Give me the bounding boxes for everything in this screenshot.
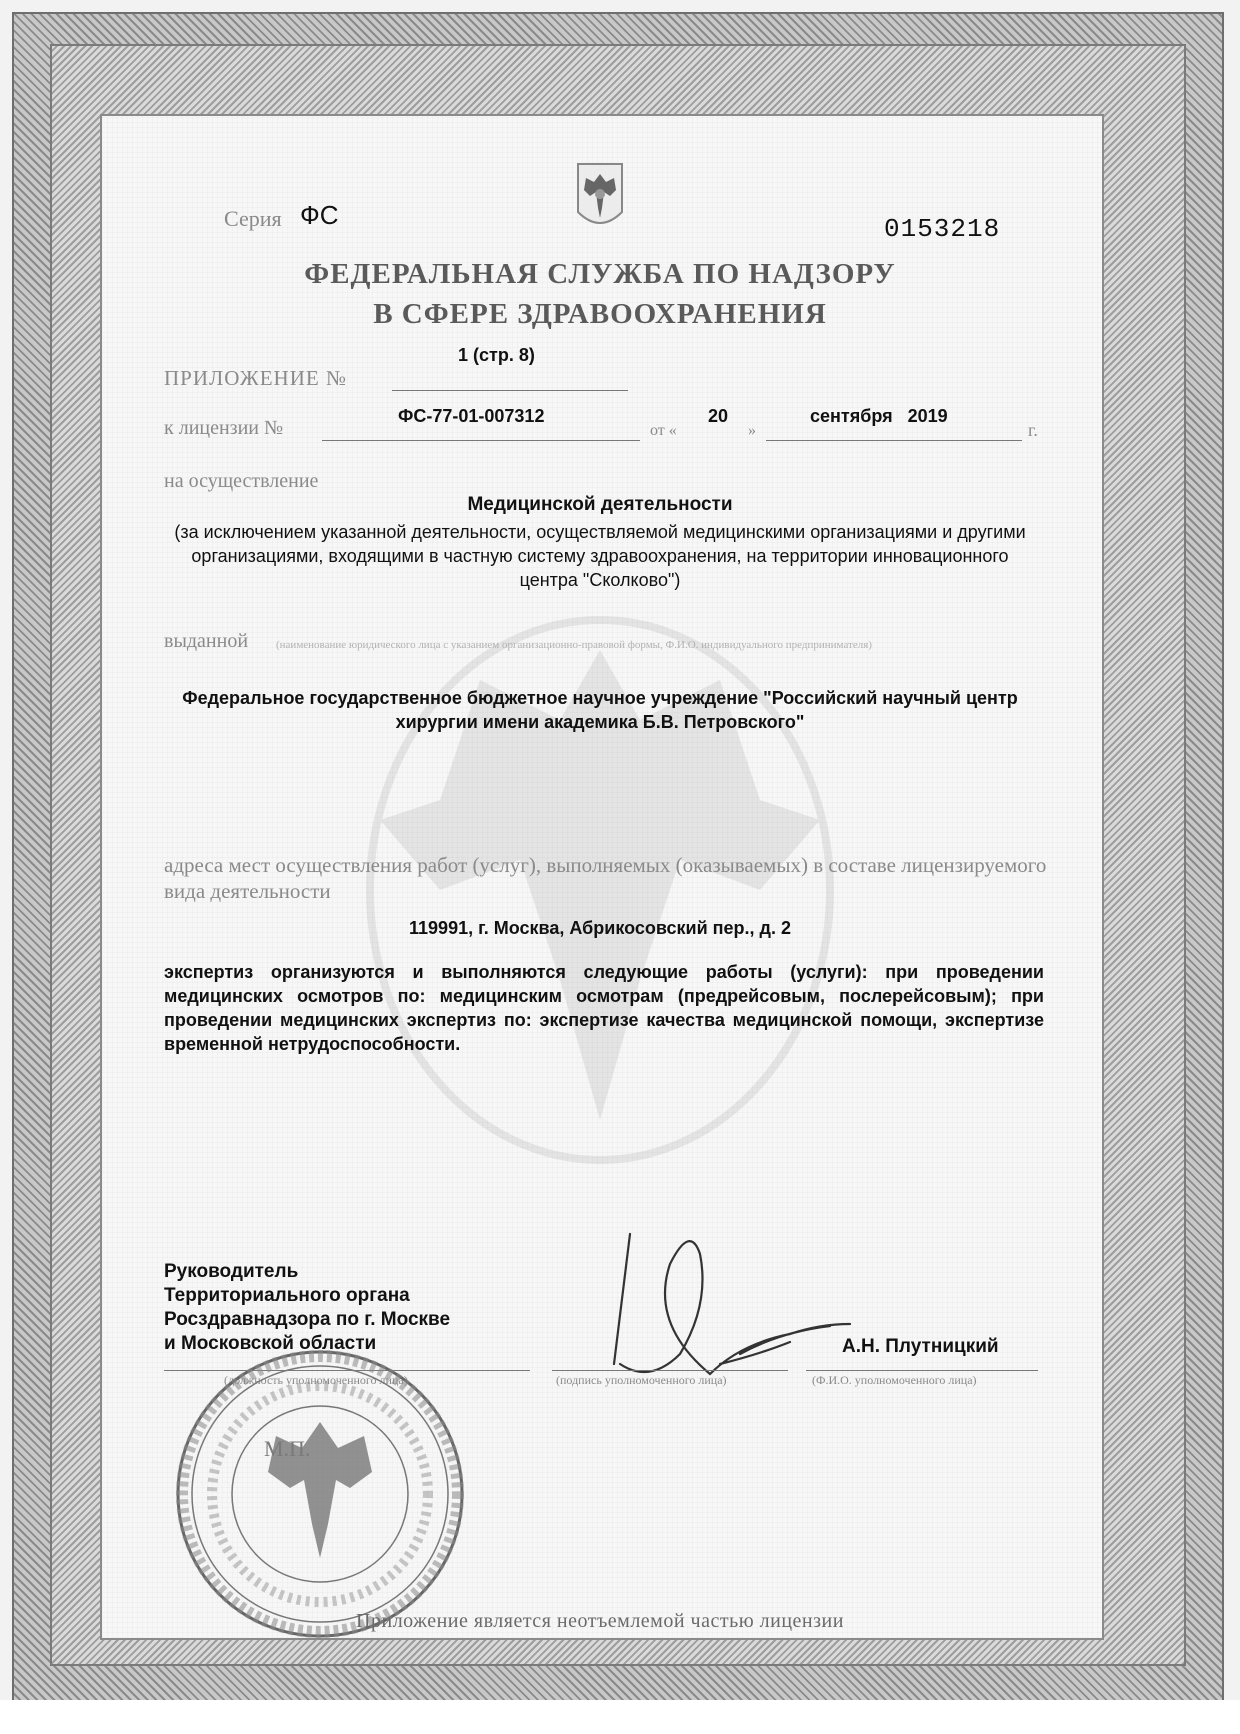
signer-position-line: Территориального органа — [164, 1285, 410, 1306]
activity-label: на осуществление — [164, 470, 319, 492]
works-text: экспертиз организуются и выполняются следующие работы (услуги): при проведении медицинских осмотров по: медицинским осмотрам (предрейсовым, послерейсовым); при проведении медицинских экспертиз по: экспертизе качества медицинской помощи, экспертизе временной нетрудоспособности. — [164, 962, 1044, 1054]
activity-note: (за исключением указанной деятельности, осуществляемой медицинскими организациями и другими организациями, входящими в частную систему здравоохранения, на территории инновационного центра "Сколково") — [174, 522, 1026, 590]
license-day: 20 — [708, 406, 729, 426]
signer-position-line: Руководитель — [164, 1261, 299, 1282]
organization-name: Федеральное государственное бюджетное научное учреждение "Российский научный центр хирургии имени академика Б.В. Петровского" — [182, 688, 1018, 732]
license-underline — [322, 440, 640, 441]
caption-position: (должность уполномоченного лица) — [224, 1373, 408, 1387]
official-seal — [170, 1344, 470, 1644]
activity-name: Медицинской деятельности — [467, 494, 733, 515]
scan-margin — [0, 1700, 1240, 1734]
address-value: 119991, г. Москва, Абрикосовский пер., д. 2 — [409, 918, 791, 938]
coat-of-arms-icon — [574, 160, 626, 236]
authority-title-line1: ФЕДЕРАЛЬНАЯ СЛУЖБА ПО НАДЗОРУ — [304, 258, 896, 290]
signature-underline — [552, 1370, 788, 1371]
series-label: Серия — [224, 206, 282, 231]
year-suffix: г. — [1028, 420, 1038, 440]
license-label: к лицензии № — [164, 417, 284, 439]
caption-signature: (подпись уполномоченного лица) — [556, 1373, 727, 1387]
mp-label: М.П. — [264, 1436, 311, 1461]
signer-position — [164, 1260, 450, 1356]
issued-hint: (наименование юридического лица с указанием организационно-правовой формы, Ф.И.О. индивидуального предпринимателя) — [276, 639, 872, 651]
license-number: ФС-77-01-007312 — [398, 406, 545, 426]
issued-label: выданной — [164, 630, 249, 652]
caption-fio: (Ф.И.О. уполномоченного лица) — [812, 1373, 977, 1387]
appendix-underline — [392, 390, 628, 391]
signer-position-line: Росздравнадзора по г. Москве — [164, 1309, 451, 1330]
form-number: 0153218 — [884, 214, 1001, 244]
footer-note: Приложение является неотъемлемой частью лицензии — [356, 1610, 844, 1632]
date-prefix: от « — [650, 422, 677, 439]
date-suffix: » — [748, 422, 756, 439]
authority-title-line2: В СФЕРЕ ЗДРАВООХРАНЕНИЯ — [373, 298, 827, 330]
license-month-year: сентября 2019 — [810, 406, 948, 426]
handwritten-signature — [590, 1214, 890, 1384]
date-underline — [766, 440, 1022, 441]
appendix-label: ПРИЛОЖЕНИЕ № — [164, 366, 347, 390]
series-value: ФС — [300, 200, 339, 230]
signer-name: А.Н. Плутницкий — [842, 1336, 999, 1357]
address-label: адреса мест осуществления работ (услуг), выполняемых (оказываемых) в составе лицензируемого вида деятельности — [164, 853, 1047, 903]
appendix-number: 1 (стр. 8) — [458, 345, 535, 365]
fio-underline — [806, 1370, 1038, 1371]
signer-position-line: и Московской области — [164, 1333, 377, 1354]
